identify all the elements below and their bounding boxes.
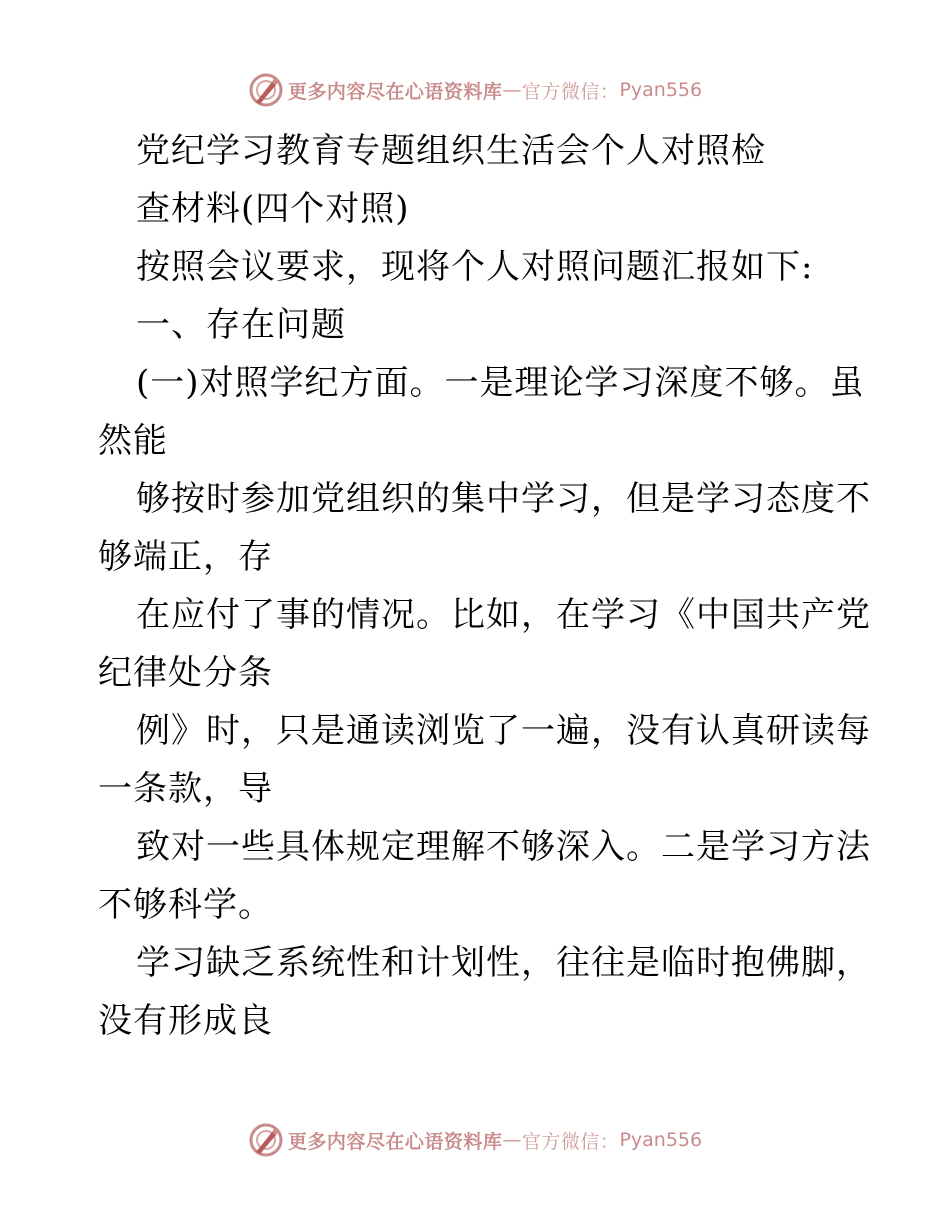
watermark-main-text: 更多内容尽在心语资料库 (287, 1130, 503, 1153)
watermark-wechat-id: Pyan556 (619, 1129, 703, 1151)
watermark-main-text: 更多内容尽在心语资料库 (287, 80, 503, 103)
watermark-wechat-id: Pyan556 (619, 79, 703, 101)
text-line: 不够科学。 (98, 885, 273, 925)
text-line: 查材料(四个对照) (136, 189, 410, 229)
text-line: 一条款，导 (98, 769, 273, 809)
text-line: 在应付了事的情况。比如，在学习《中国共产党 (136, 595, 871, 635)
text-line: 致对一些具体规定理解不够深入。二是学习方法 (136, 827, 871, 867)
text-line: 然能 (98, 421, 168, 461)
text-line: 一、存在问题 (136, 305, 346, 345)
watermark-separator: — (502, 79, 522, 101)
watermark-wechat-label: 官方微信： (521, 80, 620, 103)
document-body (98, 122, 871, 1050)
watermark-wechat-label: 官方微信： (521, 1130, 620, 1153)
text-line: 党纪学习教育专题组织生活会个人对照检 (136, 131, 766, 171)
text-line: 纪律处分条 (98, 653, 273, 693)
text-line: 按照会议要求，现将个人对照问题汇报如下: (136, 247, 814, 287)
text-line: 例》时，只是通读浏览了一遍，没有认真研读每 (136, 711, 871, 751)
text-line: 没有形成良 (98, 1001, 273, 1041)
text-line: 够按时参加党组织的集中学习，但是学习态度不 (136, 479, 871, 519)
pen-logo-icon (248, 72, 284, 108)
watermark-separator: — (502, 1129, 522, 1151)
pen-logo-icon (248, 1122, 284, 1158)
text-line: 学习缺乏系统性和计划性，往往是临时抱佛脚， (136, 943, 871, 983)
watermark-footer (0, 1120, 950, 1160)
watermark-header (0, 70, 950, 110)
text-line: 够端正，存 (98, 537, 273, 577)
text-line: (一)对照学纪方面。一是理论学习深度不够。虽 (136, 363, 865, 403)
